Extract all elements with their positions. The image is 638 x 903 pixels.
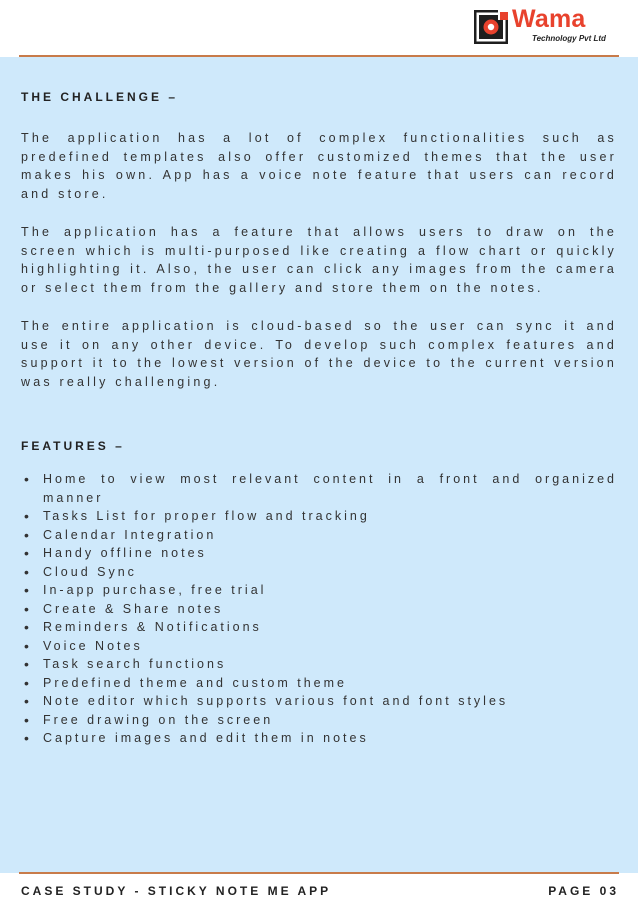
page-number: PAGE 03	[548, 884, 619, 898]
brand-tagline: Technology Pvt Ltd	[532, 34, 606, 43]
feature-item: • Tasks List for proper flow and tracking	[21, 507, 617, 526]
page-footer	[21, 884, 619, 902]
brand-logo	[474, 5, 624, 48]
footer-divider	[19, 872, 619, 874]
feature-item: • Note editor which supports various font and font styles	[21, 692, 617, 711]
main-content	[21, 90, 617, 748]
features-heading: FEATURES –	[21, 439, 125, 453]
feature-item: • Predefined theme and custom theme	[21, 674, 617, 693]
challenge-paragraph: The entire application is cloud-based so the user can sync it and use it on any other device. To develop such complex features and support it to the lowest version of the device to the current version was really challenging.	[21, 319, 617, 389]
feature-item: • Handy offline notes	[21, 544, 617, 563]
feature-item: • Create & Share notes	[21, 600, 617, 619]
feature-item: • Calendar Integration	[21, 526, 617, 545]
feature-item: • Free drawing on the screen	[21, 711, 617, 730]
challenge-heading: THE CHALLENGE –	[21, 90, 179, 104]
feature-item: • Cloud Sync	[21, 563, 617, 582]
wama-logo-icon	[474, 10, 508, 44]
feature-item: • Capture images and edit them in notes	[21, 729, 617, 748]
page-header	[0, 0, 638, 56]
feature-item: • In-app purchase, free trial	[21, 581, 617, 600]
challenge-paragraph: The application has a feature that allows users to draw on the screen which is multi-purposed like creating a flow chart or quickly highlighting it. Also, the user can click any images from the camera or select them from the gallery and store them on the notes.	[21, 225, 617, 295]
feature-item: • Task search functions	[21, 655, 617, 674]
feature-item: • Home to view most relevant content in a front and organized manner	[21, 470, 617, 507]
brand-name: Wama	[512, 5, 586, 33]
feature-item: • Voice Notes	[21, 637, 617, 656]
feature-item: • Reminders & Notifications	[21, 618, 617, 637]
features-list	[21, 470, 617, 748]
challenge-paragraph: The application has a lot of complex functionalities such as predefined templates also offer customized themes that the user makes his own. App has a voice note feature that users can record and store.	[21, 131, 617, 201]
footer-title: CASE STUDY - STICKY NOTE ME APP	[21, 884, 332, 898]
